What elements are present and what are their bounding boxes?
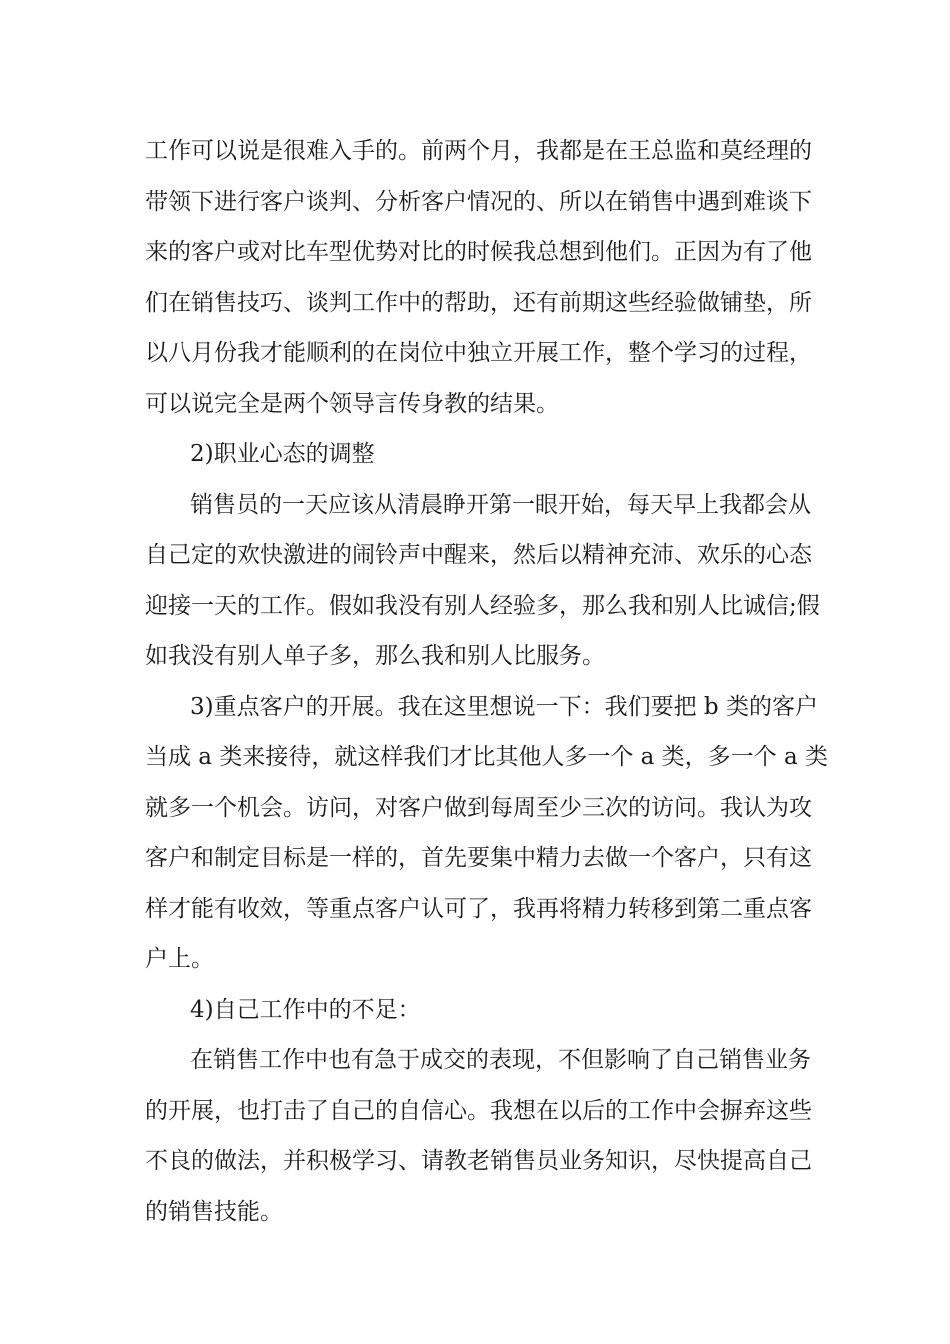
section-heading: 4)自己工作中的不足：: [190, 997, 421, 1023]
paragraph-line: 自己定的欢快激进的闹铃声中醒来，然后以精神充沛、欢乐的心态: [145, 542, 812, 568]
paragraph-line: 客户和制定目标是一样的，首先要集中精力去做一个客户，只有这: [145, 845, 812, 871]
paragraph-line: 在销售工作中也有急于成交的表现，不但影响了自己销售业务: [190, 1047, 811, 1073]
section-heading: 2)职业心态的调整: [190, 441, 375, 467]
paragraph-line: 的开展，也打击了自己的自信心。我想在以后的工作中会摒弃这些: [145, 1098, 812, 1124]
paragraph-line: 当成 a 类来接待，就这样我们才比其他人多一个 a 类，多一个 a 类: [145, 744, 829, 770]
paragraph-line: 带领下进行客户谈判、分析客户情况的、所以在销售中遇到难谈下: [145, 189, 812, 215]
paragraph-line: 的销售技能。: [145, 1199, 283, 1225]
paragraph-line: 来的客户或对比车型优势对比的时候我总想到他们。正因为有了他: [145, 239, 812, 265]
paragraph-line: 如我没有别人单子多，那么我和别人比服务。: [145, 643, 605, 669]
paragraph-line: 3)重点客户的开展。我在这里想说一下：我们要把 b 类的客户: [190, 694, 818, 720]
paragraph-line: 户上。: [145, 946, 214, 972]
paragraph-line: 以八月份我才能顺利的在岗位中独立开展工作，整个学习的过程，: [145, 340, 812, 366]
paragraph-line: 工作可以说是很难入手的。前两个月，我都是在王总监和莫经理的: [145, 138, 812, 164]
paragraph-line: 不良的做法，并积极学习、请教老销售员业务知识，尽快提高自己: [145, 1148, 812, 1174]
paragraph-line: 销售员的一天应该从清晨睁开第一眼开始，每天早上我都会从: [190, 492, 811, 518]
paragraph-line: 就多一个机会。访问，对客户做到每周至少三次的访问。我认为攻: [145, 795, 812, 821]
paragraph-line: 们在销售技巧、谈判工作中的帮助，还有前期这些经验做铺垫，所: [145, 290, 812, 316]
paragraph-line: 可以说完全是两个领导言传身教的结果。: [145, 391, 559, 417]
paragraph-line: 迎接一天的工作。假如我没有别人经验多，那么我和别人比诚信;假: [145, 593, 820, 619]
paragraph-line: 样才能有收效，等重点客户认可了，我再将精力转移到第二重点客: [145, 896, 812, 922]
